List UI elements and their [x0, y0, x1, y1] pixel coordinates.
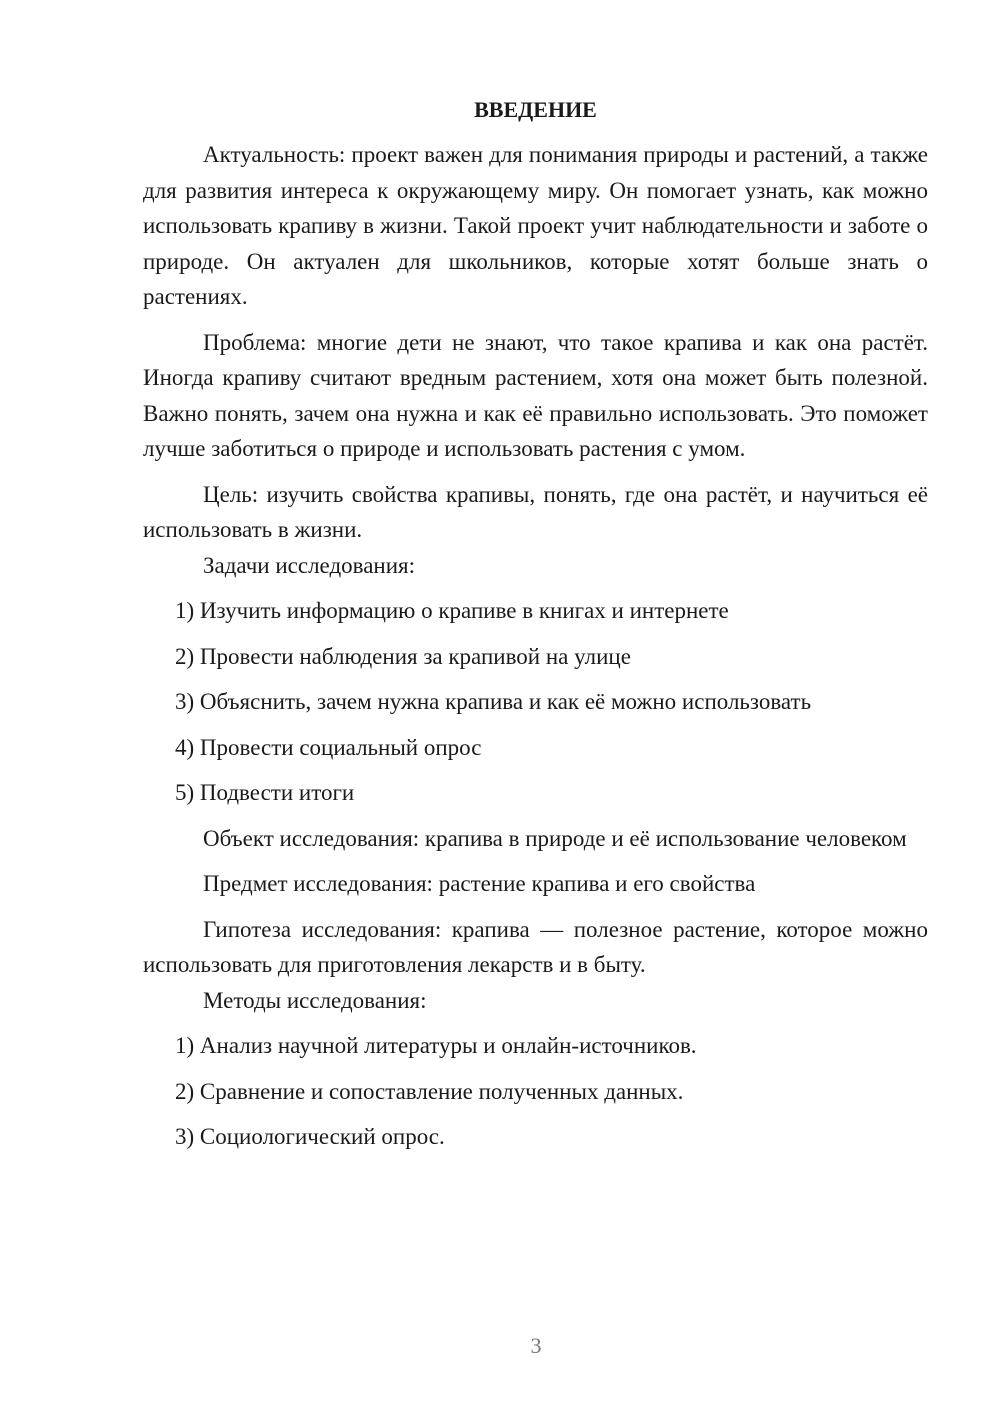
- list-item: 3) Объяснить, зачем нужна крапива и как её можно использовать: [175, 689, 812, 714]
- problem-paragraph: Проблема: многие дети не знают, что такое крапива и как она растёт. Иногда крапиву считают вредным растением, хотя она может быть полезной. Важно понять, зачем она нужна и как её правильно использовать. Это поможет лучше заботиться о природе и использовать растения с умом.: [143, 329, 928, 461]
- list-item: 5) Подвести итоги: [175, 780, 355, 805]
- list-item: 1) Анализ научной литературы и онлайн-источников.: [175, 1033, 697, 1058]
- list-item: 1) Изучить информацию о крапиве в книгах и интернете: [175, 598, 729, 623]
- page-content: [143, 92, 928, 1155]
- list-item: 2) Провести наблюдения за крапивой на улице: [175, 643, 631, 669]
- actuality-paragraph: Актуальность: проект важен для понимания природы и растений, а также для развития интереса к окружающему миру. Он помогает узнать, как можно использовать крапиву в жизни. Такой проект учит наблюдательности и заботе о природе. Он актуален для школьников, которые хотят больше знать о растениях.: [143, 142, 928, 309]
- methods-title: Методы исследования:: [203, 987, 427, 1013]
- methods-list: [143, 1028, 928, 1155]
- section-heading: ВВЕДЕНИЕ: [474, 97, 597, 122]
- hypothesis-paragraph: Гипотеза исследования: крапива — полезное растение, которое можно использовать для приготовления лекарств и в быту.: [143, 916, 928, 977]
- goal-paragraph: Цель: изучить свойства крапивы, понять, где она растёт, и научиться её использовать в жизни.: [143, 481, 928, 542]
- list-item: 3) Социологический опрос.: [175, 1124, 445, 1149]
- tasks-title: Задачи исследования:: [203, 552, 416, 578]
- list-item: 2) Сравнение и сопоставление полученных данных.: [175, 1078, 684, 1104]
- object-paragraph: Объект исследования: крапива в природе и её использование человеком: [203, 825, 907, 851]
- subject-paragraph: Предмет исследования: растение крапива и его свойства: [203, 871, 756, 896]
- list-item: 4) Провести социальный опрос: [175, 734, 482, 760]
- page-number: 3: [530, 1333, 542, 1358]
- tasks-list: [143, 593, 928, 811]
